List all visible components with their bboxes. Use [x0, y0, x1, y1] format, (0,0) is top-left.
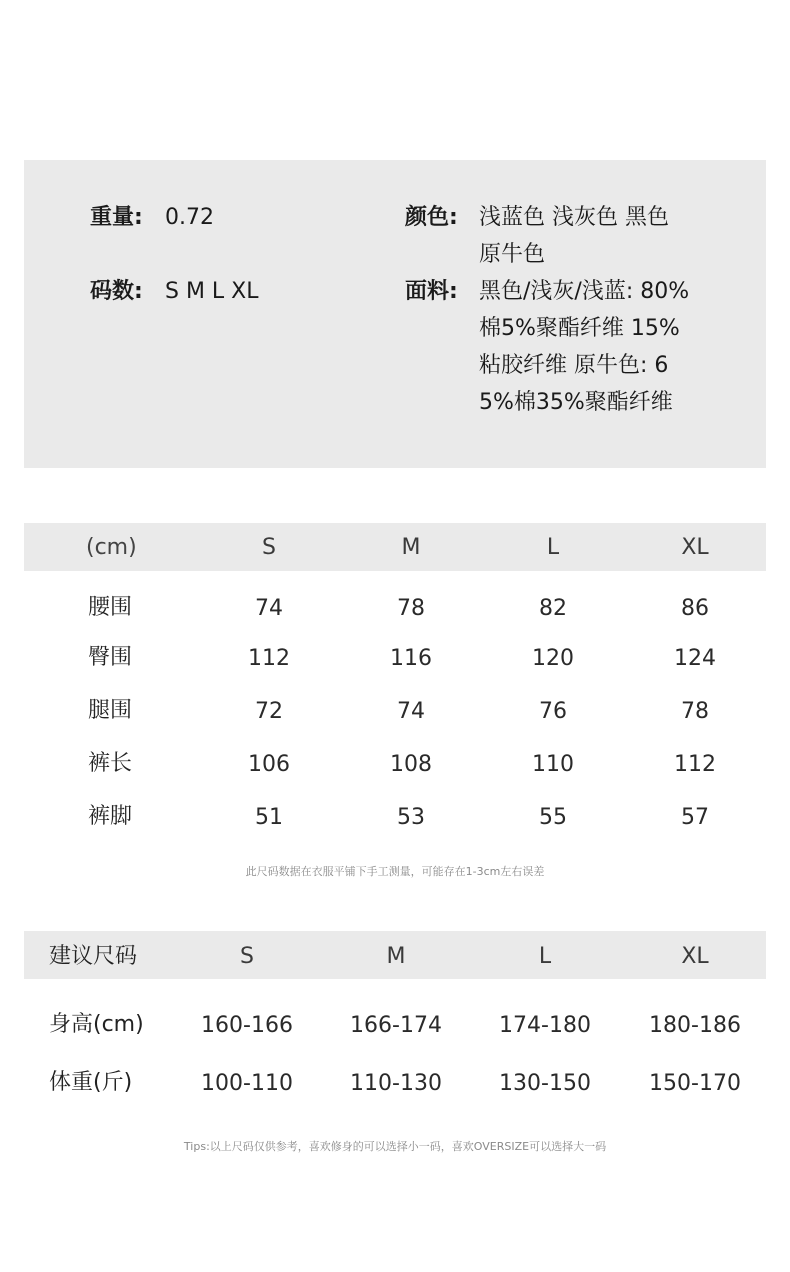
- table-cell: 57: [681, 805, 709, 830]
- table-cell: 106: [248, 752, 290, 777]
- row-label: 身高(cm): [49, 1012, 144, 1037]
- size-header-m: M: [401, 535, 421, 560]
- table-cell: 55: [539, 805, 567, 830]
- recommend-header-label: 建议尺码: [49, 944, 138, 969]
- fabric-label: 面料:: [405, 279, 458, 304]
- recommend-size-m: M: [386, 944, 406, 969]
- row-label: 臀围: [88, 645, 133, 670]
- table-cell: 150-170: [649, 1071, 741, 1096]
- recommend-size-l: L: [538, 944, 552, 969]
- table-cell: 116: [390, 646, 432, 671]
- recommend-size-s: S: [240, 944, 254, 969]
- colors-label: 颜色:: [405, 205, 458, 230]
- table-cell: 174-180: [499, 1013, 591, 1038]
- table-cell: 82: [539, 596, 567, 621]
- weight-value: 0.72: [165, 205, 214, 230]
- size-header-s: S: [262, 535, 276, 560]
- table-cell: 51: [255, 805, 283, 830]
- table-cell: 72: [255, 699, 283, 724]
- table-cell: 78: [681, 699, 709, 724]
- table-cell: 124: [674, 646, 716, 671]
- measurement-note: 此尺码数据在衣服平铺下手工测量，可能存在1-3cm左右误差: [245, 865, 545, 878]
- unit-header: (cm): [86, 535, 137, 560]
- table-cell: 112: [674, 752, 716, 777]
- table-cell: 108: [390, 752, 432, 777]
- product-info-panel: [24, 160, 766, 468]
- row-label: 裤长: [88, 751, 133, 776]
- table-cell: 110: [532, 752, 574, 777]
- recommend-size-xl: XL: [681, 944, 709, 969]
- table-cell: 74: [397, 699, 425, 724]
- sizes-label: 码数:: [90, 279, 143, 304]
- table-cell: 86: [681, 596, 709, 621]
- table-cell: 53: [397, 805, 425, 830]
- row-label: 腰围: [88, 595, 133, 620]
- table-cell: 160-166: [201, 1013, 293, 1038]
- fabric-value: 黑色/浅灰/浅蓝: 80%棉5%聚酯纤维 15%粘胶纤维 原牛色: 65%棉35%聚酯纤维: [479, 279, 690, 415]
- row-label: 体重(斤): [49, 1070, 133, 1095]
- row-label: 裤脚: [88, 804, 133, 829]
- size-tips: Tips:以上尺码仅供参考，喜欢修身的可以选择小一码，喜欢OVERSIZE可以选择大一码: [183, 1140, 607, 1153]
- table-cell: 112: [248, 646, 290, 671]
- table-cell: 120: [532, 646, 574, 671]
- table-cell: 74: [255, 596, 283, 621]
- table-cell: 78: [397, 596, 425, 621]
- table-cell: 166-174: [350, 1013, 442, 1038]
- sizes-value: S M L XL: [165, 279, 259, 304]
- size-header-xl: XL: [681, 535, 709, 560]
- table-cell: 76: [539, 699, 567, 724]
- table-cell: 110-130: [350, 1071, 442, 1096]
- weight-label: 重量:: [90, 205, 143, 230]
- table-cell: 180-186: [649, 1013, 741, 1038]
- row-label: 腿围: [88, 698, 133, 723]
- colors-value: 浅蓝色 浅灰色 黑色 原牛色: [479, 205, 669, 267]
- table-cell: 100-110: [201, 1071, 293, 1096]
- size-header-l: L: [546, 535, 560, 560]
- table-cell: 130-150: [499, 1071, 591, 1096]
